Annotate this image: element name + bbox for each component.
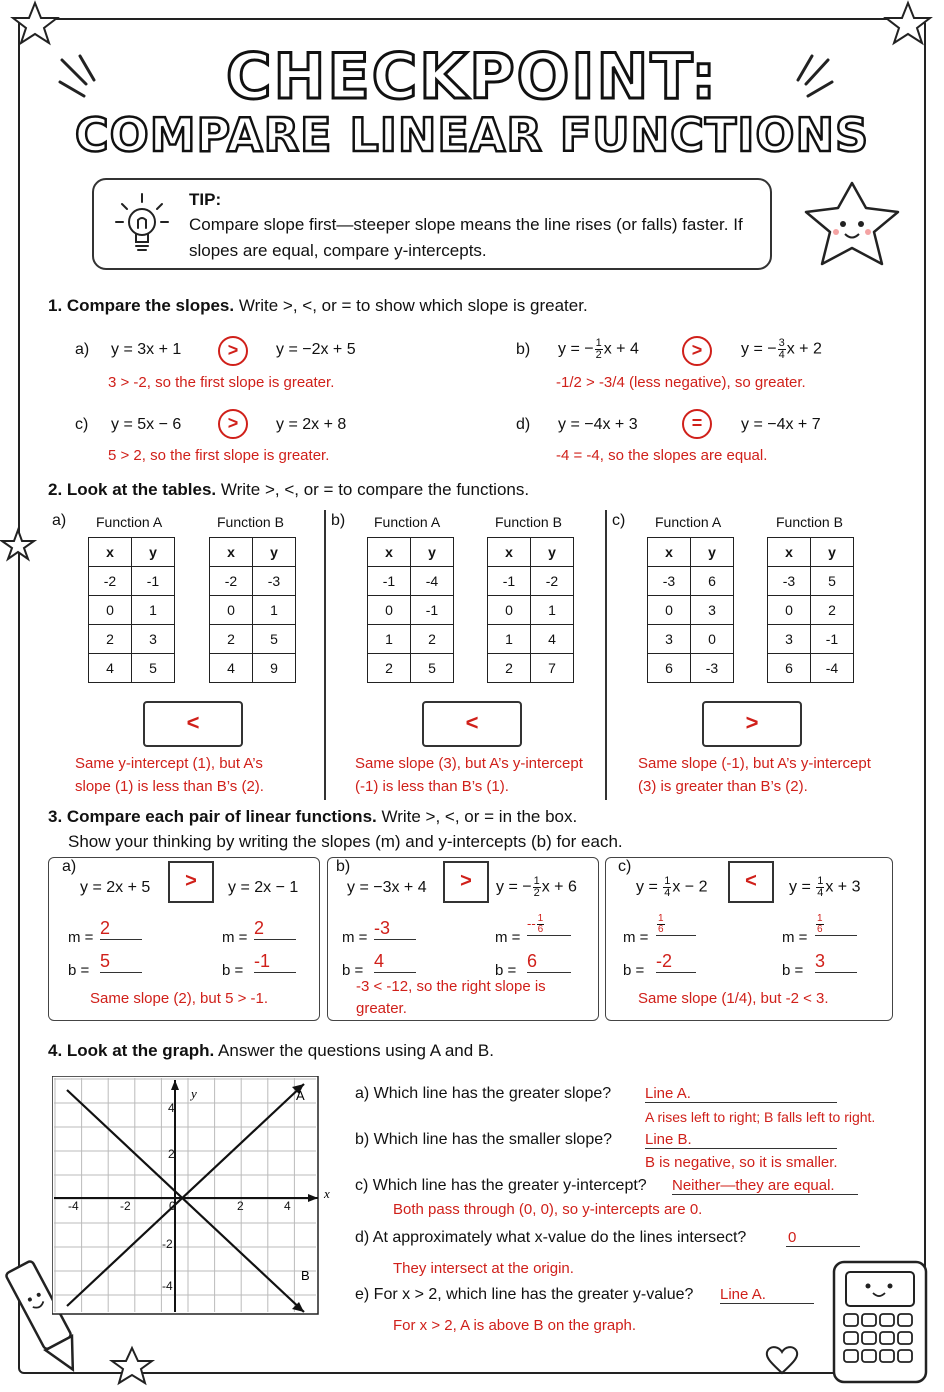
s3-c-m2-label: m = (782, 929, 808, 946)
s3-a-m1-label: m = (68, 929, 94, 946)
s3-b-note-2: greater. (356, 1000, 407, 1017)
s3-b-b1-label: b = (342, 962, 364, 979)
s2-c-fn-a-label: Function A (655, 514, 722, 530)
table-row (488, 654, 574, 683)
s2-a-note-1: Same y-intercept (1), but A’s (75, 755, 263, 772)
s1-c-left: y = 5x − 6 (111, 416, 182, 433)
s3-b-m1-label: m = (342, 929, 368, 946)
table-row (368, 567, 454, 596)
table-row (210, 625, 296, 654)
s4-e-answer[interactable]: Line A. (720, 1286, 814, 1304)
s3-b-m2-label: m = (495, 929, 521, 946)
table-row (368, 596, 454, 625)
s1-b-label: b) (516, 341, 531, 358)
s2-c-answer-box[interactable]: > (702, 701, 802, 747)
s2-b-fn-a-label: Function A (374, 514, 441, 530)
s3-b-left: y = −3x + 4 (347, 879, 427, 896)
s1-d-answer[interactable]: = (682, 409, 712, 439)
table-cell: x (488, 538, 531, 567)
table-cell: x (210, 538, 253, 567)
s1-d-note: -4 = -4, so the slopes are equal. (556, 447, 768, 464)
s4-d-answer[interactable]: 0 (786, 1229, 860, 1247)
s2-b-label: b) (331, 512, 346, 529)
divider (605, 510, 607, 800)
s3-c-b2-label: b = (782, 962, 804, 979)
s1-c-label: c) (75, 416, 89, 433)
coordinate-graph (52, 1076, 332, 1316)
table-row (89, 596, 175, 625)
s3-b-right: y = − $\frac{1}{2}$ x + 6 (496, 875, 577, 899)
s3-b-b1-value[interactable]: 4 (374, 951, 416, 973)
s3-a-note: Same slope (2), but 5 > -1. (90, 990, 269, 1007)
s2-c-table-b (767, 537, 854, 683)
star-icon (886, 3, 930, 43)
s3-c-b1-label: b = (623, 962, 645, 979)
s1-a-label: a) (75, 341, 90, 358)
table-cell: 6 (768, 654, 811, 683)
s4-q-c: c) Which line has the greater y-intercept? (355, 1177, 647, 1194)
table-row (210, 567, 296, 596)
s3-b-answer-box[interactable]: > (443, 861, 489, 903)
table-cell: 0 (368, 596, 411, 625)
table-row (768, 567, 854, 596)
table-cell: -2 (89, 567, 132, 596)
table-row (648, 654, 734, 683)
table-row (210, 654, 296, 683)
s3-b-note-1: -3 < -12, so the right slope is (356, 978, 546, 995)
table-row (768, 596, 854, 625)
s3-c-m1-label: m = (623, 929, 649, 946)
x-tick-label: -4 (68, 1199, 79, 1213)
s2-a-fn-a-label: Function A (96, 514, 163, 530)
table-row (210, 596, 296, 625)
s1-c-answer[interactable]: > (218, 409, 248, 439)
x-tick-label: 4 (284, 1199, 291, 1213)
table-cell: -1 (132, 567, 175, 596)
s3-a-left: y = 2x + 5 (80, 879, 151, 896)
table-cell: 4 (89, 654, 132, 683)
table-cell: -4 (411, 567, 454, 596)
table-cell: y (811, 538, 854, 567)
table-row (89, 567, 175, 596)
s2-b-note-2: (-1) is less than B’s (1). (355, 778, 509, 795)
s3-a-right: y = 2x − 1 (228, 879, 299, 896)
table-row (768, 654, 854, 683)
table-cell: 1 (368, 625, 411, 654)
table-cell: y (411, 538, 454, 567)
s3-c-answer-box[interactable]: < (728, 861, 774, 903)
s1-b-answer[interactable]: > (682, 336, 712, 366)
s2-b-table-a (367, 537, 454, 683)
table-row (368, 625, 454, 654)
y-tick-label: 2 (168, 1147, 175, 1161)
section-4-heading: 4. Look at the graph. Answer the questions using A and B. (48, 1041, 494, 1060)
table-row (768, 625, 854, 654)
table-cell: y (691, 538, 734, 567)
s2-c-note-1: Same slope (-1), but A’s y-intercept (638, 755, 871, 772)
table-header-row (368, 538, 454, 567)
s1-d-right: y = −4x + 7 (741, 416, 821, 433)
s1-b-left: y = − $\frac{1}{2}$ x + 4 (558, 337, 639, 361)
s3-c-b2-value[interactable]: 3 (815, 951, 857, 973)
s1-d-label: d) (516, 416, 531, 433)
table-header-row (210, 538, 296, 567)
table-cell: 5 (132, 654, 175, 683)
table-header-row (488, 538, 574, 567)
table-cell: 3 (648, 625, 691, 654)
s3-c-left: y = $\frac{1}{4}$ x − 2 (636, 875, 708, 899)
line-b-label: B (301, 1268, 310, 1283)
table-cell: 5 (253, 625, 296, 654)
table-cell: 1 (253, 596, 296, 625)
x-tick-label: -2 (120, 1199, 131, 1213)
s3-c-b1-value[interactable]: -2 (656, 951, 696, 973)
s3-c-note: Same slope (1/4), but -2 < 3. (638, 990, 829, 1007)
table-cell: x (89, 538, 132, 567)
s2-b-table-b (487, 537, 574, 683)
s3-a-b1-value[interactable]: 5 (100, 951, 142, 973)
s3-b-b2-label: b = (495, 962, 517, 979)
s2-a-note-2: slope (1) is less than B’s (2). (75, 778, 264, 795)
s3-b-b2-value[interactable]: 6 (527, 951, 571, 973)
table-row (648, 596, 734, 625)
s1-a-note: 3 > -2, so the first slope is greater. (108, 374, 335, 391)
s4-b-note: B is negative, so it is smaller. (645, 1154, 838, 1171)
line-a-label: A (296, 1088, 305, 1103)
table-cell: 0 (768, 596, 811, 625)
table-cell: 3 (132, 625, 175, 654)
x-tick-label: 0 (169, 1199, 176, 1213)
calculator-character-icon (834, 1262, 926, 1382)
table-row (89, 654, 175, 683)
divider (324, 510, 326, 800)
s3-c-m2-value[interactable]: $\frac{1}{6}$ (815, 914, 857, 936)
s3-a-answer-box[interactable]: > (168, 861, 214, 903)
s2-c-table-a (647, 537, 734, 683)
s1-d-left: y = −4x + 3 (558, 416, 638, 433)
s4-q-d: d) At approximately what x-value do the lines intersect? (355, 1229, 747, 1246)
table-cell: 1 (488, 625, 531, 654)
table-cell: x (648, 538, 691, 567)
y-axis-label: y (191, 1086, 197, 1101)
table-cell: 3 (691, 596, 734, 625)
table-cell: -1 (411, 596, 454, 625)
s2-a-label: a) (52, 512, 67, 529)
x-tick-label: 2 (237, 1199, 244, 1213)
table-cell: 2 (488, 654, 531, 683)
s2-a-answer-box[interactable]: < (143, 701, 243, 747)
s3-a-m2-value[interactable]: 2 (254, 918, 296, 940)
s1-b-note: -1/2 > -3/4 (less negative), so greater. (556, 374, 806, 391)
page-title: CHECKPOINT: (225, 40, 719, 113)
table-row (648, 625, 734, 654)
s1-c-right: y = 2x + 8 (276, 416, 347, 433)
s1-a-right: y = −2x + 5 (276, 341, 356, 358)
s4-q-e: e) For x > 2, which line has the greater y-value? (355, 1286, 694, 1303)
x-axis-label: x (324, 1186, 330, 1201)
star-character-icon (806, 183, 898, 264)
table-row (648, 567, 734, 596)
star-icon (112, 1348, 152, 1383)
table-cell: 0 (210, 596, 253, 625)
table-cell: -2 (210, 567, 253, 596)
table-cell: -3 (768, 567, 811, 596)
table-cell: -4 (811, 654, 854, 683)
table-cell: 2 (368, 654, 411, 683)
heart-icon (767, 1347, 797, 1373)
s3-a-b2-value[interactable]: -1 (254, 951, 296, 973)
table-cell: -2 (531, 567, 574, 596)
table-cell: -3 (691, 654, 734, 683)
table-row (488, 625, 574, 654)
tip-box (92, 178, 772, 270)
s2-c-note-2: (3) is greater than B’s (2). (638, 778, 808, 795)
s2-a-table-a (88, 537, 175, 683)
s2-b-note-1: Same slope (3), but A’s y-intercept (355, 755, 583, 772)
s4-c-note: Both pass through (0, 0), so y-intercepts are 0. (393, 1201, 703, 1218)
s3-c-m1-value[interactable]: $\frac{1}{6}$ (656, 914, 696, 936)
s4-e-note: For x > 2, A is above B on the graph. (393, 1317, 637, 1334)
section-3-heading: 3. Compare each pair of linear functions. Write >, <, or = in the box. (48, 807, 578, 826)
s3-a-m1-value[interactable]: 2 (100, 918, 142, 940)
s3-a-m2-label: m = (222, 929, 248, 946)
table-cell: y (531, 538, 574, 567)
table-cell: 6 (648, 654, 691, 683)
table-header-row (768, 538, 854, 567)
table-cell: -1 (368, 567, 411, 596)
table-cell: 7 (531, 654, 574, 683)
table-cell: 6 (691, 567, 734, 596)
s3-a-b1-label: b = (68, 962, 90, 979)
s4-b-answer[interactable]: Line B. (645, 1131, 837, 1149)
s4-a-note: A rises left to right; B falls left to right. (645, 1109, 876, 1125)
s2-a-fn-b-label: Function B (217, 514, 284, 530)
s4-c-answer[interactable]: Neither—they are equal. (672, 1177, 858, 1195)
table-cell: -1 (811, 625, 854, 654)
table-cell: x (768, 538, 811, 567)
s3-b-m2-value[interactable]: -- $\frac{1}{6}$ (527, 914, 571, 936)
s3-a-b2-label: b = (222, 962, 244, 979)
table-row (89, 625, 175, 654)
section-3-subheading: Show your thinking by writing the slopes (m) and y-intercepts (b) for each. (68, 832, 623, 851)
table-cell: 0 (89, 596, 132, 625)
star-icon (2, 530, 34, 559)
section-1-heading: 1. Compare the slopes. Write >, <, or = to show which slope is greater. (48, 296, 588, 315)
page-subtitle: COMPARE LINEAR FUNCTIONS (74, 108, 870, 162)
table-cell: 1 (132, 596, 175, 625)
s3-c-right: y = $\frac{1}{4}$ x + 3 (789, 875, 861, 899)
s3-b-label: b) (336, 858, 351, 875)
s3-a-label: a) (62, 858, 77, 875)
table-cell: 9 (253, 654, 296, 683)
y-tick-label: 4 (168, 1101, 175, 1115)
table-row (368, 654, 454, 683)
table-header-row (89, 538, 175, 567)
table-cell: -3 (253, 567, 296, 596)
s2-c-label: c) (612, 512, 626, 529)
table-cell: y (253, 538, 296, 567)
table-cell: 2 (411, 625, 454, 654)
s1-b-right: y = − $\frac{3}{4}$ x + 2 (741, 337, 822, 361)
s2-a-table-b (209, 537, 296, 683)
table-cell: 5 (411, 654, 454, 683)
section-2-heading: 2. Look at the tables. Write >, <, or = to compare the functions. (48, 480, 530, 499)
s4-q-a: a) Which line has the greater slope? (355, 1085, 612, 1102)
table-cell: 2 (210, 625, 253, 654)
table-cell: 0 (648, 596, 691, 625)
s2-b-fn-b-label: Function B (495, 514, 562, 530)
s4-q-b: b) Which line has the smaller slope? (355, 1131, 613, 1148)
s2-b-answer-box[interactable]: < (422, 701, 522, 747)
s4-a-answer[interactable]: Line A. (645, 1085, 837, 1103)
table-cell: 0 (691, 625, 734, 654)
table-cell: x (368, 538, 411, 567)
y-tick-label: -4 (162, 1279, 173, 1293)
table-cell: 2 (811, 596, 854, 625)
s3-c-label: c) (618, 858, 632, 875)
star-icon (13, 3, 57, 43)
tip-text: Compare slope first—steeper slope means the line rises (or falls) faster. If slopes are equal, compare y-intercepts. (189, 215, 743, 260)
table-cell: 4 (531, 625, 574, 654)
tip-label: TIP: (189, 190, 222, 209)
table-cell: 1 (531, 596, 574, 625)
s1-a-left: y = 3x + 1 (111, 341, 182, 358)
s1-c-note: 5 > 2, so the first slope is greater. (108, 447, 330, 464)
table-cell: -3 (648, 567, 691, 596)
table-cell: 3 (768, 625, 811, 654)
table-cell: 0 (488, 596, 531, 625)
y-tick-label: -2 (162, 1237, 173, 1251)
s4-d-note: They intersect at the origin. (393, 1260, 574, 1277)
table-cell: -1 (488, 567, 531, 596)
table-header-row (648, 538, 734, 567)
table-row (488, 596, 574, 625)
lightbulb-icon (112, 190, 172, 258)
table-cell: 5 (811, 567, 854, 596)
s3-b-m1-value[interactable]: -3 (374, 918, 416, 940)
s1-a-answer[interactable]: > (218, 336, 248, 366)
table-cell: 2 (89, 625, 132, 654)
table-cell: y (132, 538, 175, 567)
table-cell: 4 (210, 654, 253, 683)
s2-c-fn-b-label: Function B (776, 514, 843, 530)
table-row (488, 567, 574, 596)
